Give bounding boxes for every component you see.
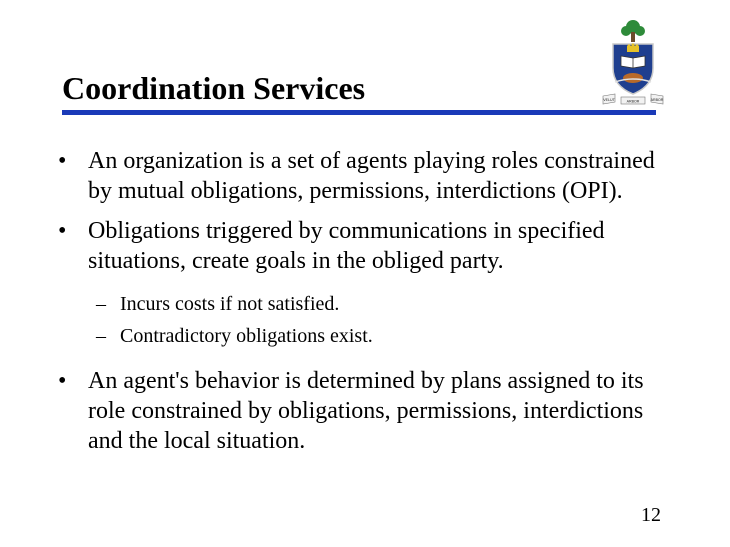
page-number: 12	[641, 504, 661, 526]
bullet-text: An agent's behavior is determined by plans assigned to its role constrained by obligations, permissions, interdictions and the local situation.	[88, 368, 644, 454]
bullet-item	[58, 146, 662, 206]
bullet-symbol: •	[58, 148, 67, 174]
motto-banner: ARBOR	[626, 99, 640, 104]
sub-bullet-item	[62, 288, 662, 320]
bullet-symbol: •	[58, 218, 67, 244]
motto-left: VELUT	[603, 98, 615, 102]
slide-title: Coordination Services	[62, 70, 366, 106]
sub-bullet-symbol: –	[96, 293, 106, 315]
book-icon	[621, 56, 645, 68]
motto-right: ARBOR	[650, 98, 664, 102]
sub-bullet-item	[62, 320, 662, 352]
sub-bullet-text: Incurs costs if not satisfied.	[120, 293, 340, 315]
bullet-symbol: •	[58, 368, 67, 394]
sub-bullet-text: Contradictory obligations exist.	[120, 325, 373, 347]
bullet-text: An organization is a set of agents playing roles constrained by mutual obligations, permissions, interdictions (OPI).	[88, 148, 655, 204]
bullet-list	[58, 146, 662, 456]
bullet-text: Obligations triggered by communications in specified situations, create goals in the obliged party.	[88, 218, 605, 274]
tree-icon	[621, 20, 645, 42]
bullet-item	[58, 366, 662, 456]
bullet-item	[58, 216, 662, 276]
sub-bullet-list	[62, 288, 662, 352]
sub-bullet-symbol: –	[96, 325, 106, 347]
crown-icon	[627, 43, 639, 52]
title-underline	[62, 110, 656, 115]
university-crest-logo	[601, 18, 665, 106]
